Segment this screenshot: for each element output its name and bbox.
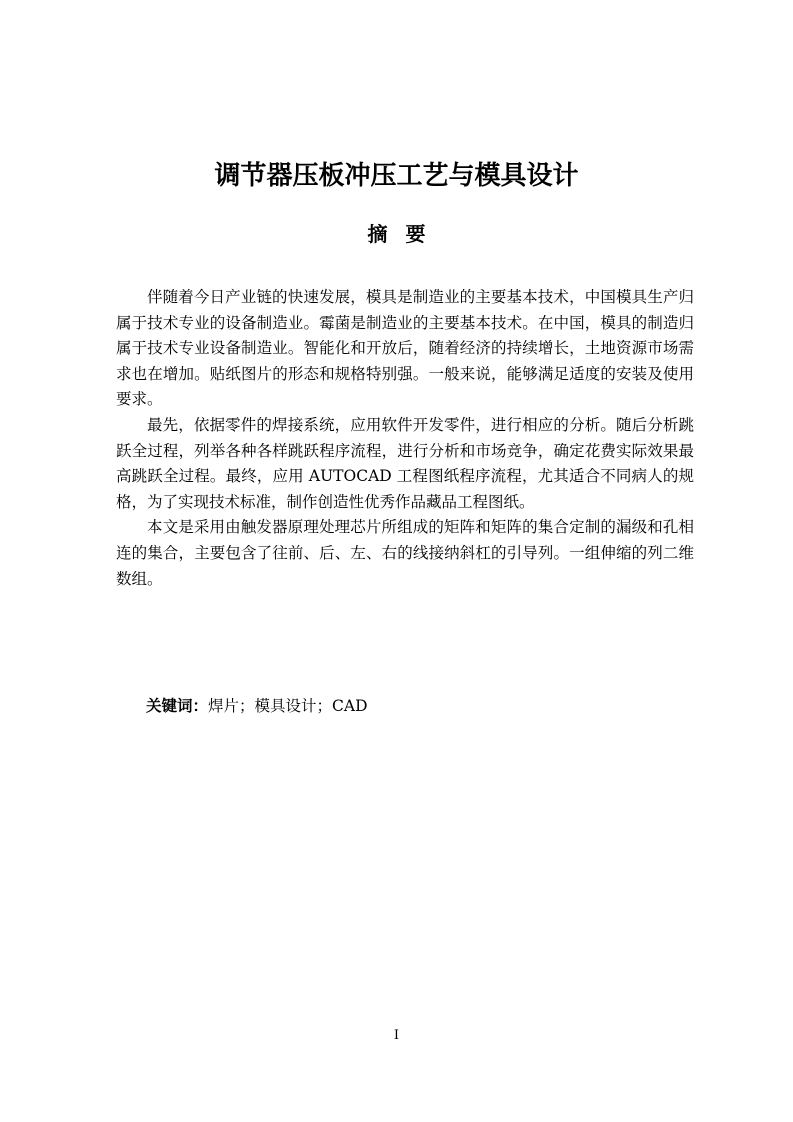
document-title: 调节器压板冲压工艺与模具设计 <box>214 161 579 191</box>
abstract-body <box>116 285 694 592</box>
keywords-value: 焊片；模具设计；CAD <box>208 697 368 715</box>
abstract-paragraph: 本文是采用由触发器原理处理芯片所组成的矩阵和矩阵的集合定制的漏级和孔相连的集合，主要包含了往前、后、左、右的线接纳斜杠的引导列。一组伸缩的列二维数组。 <box>116 518 694 588</box>
keywords-label: 关键词： <box>146 697 209 715</box>
page-number: I <box>393 1028 400 1043</box>
abstract-paragraph: 最先，依据零件的焊接系统，应用软件开发零件，进行相应的分析。随后分析跳跃全过程，列举各种各样跳跃程序流程，进行分析和市场竞争，确定花费实际效果最高跳跃全过程。最终，应用 AUTOCAD 工程图纸程序流程，尤其适合不同病人的规格，为了实现技术标准，制作创造性优秀作品藏品工程图纸。 <box>116 415 694 511</box>
keywords-line <box>146 694 694 718</box>
abstract-heading: 摘要 <box>367 222 444 246</box>
abstract-paragraph: 伴随着今日产业链的快速发展，模具是制造业的主要基本技术，中国模具生产归属于技术专业的设备制造业。霉菌是制造业的主要基本技术。在中国，模具的制造归属于技术专业设备制造业。智能化和开放后，随着经济的持续增长，土地资源市场需求也在增加。贴纸图片的形态和规格特别强。一般来说，能够满足适度的安装及使用要求。 <box>116 288 694 409</box>
